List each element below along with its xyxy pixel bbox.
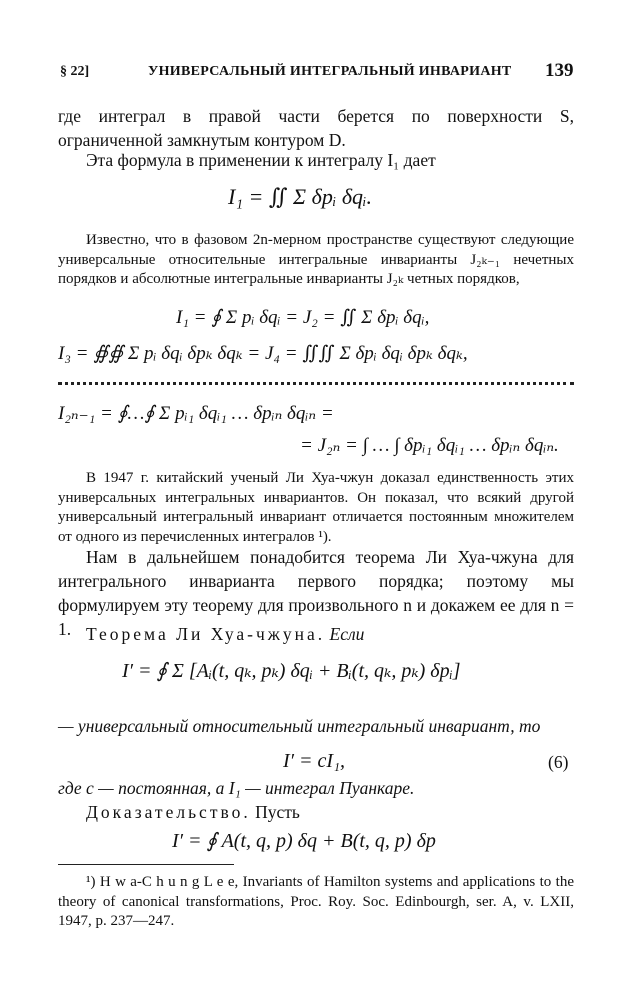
paragraph: Известно, что в фазовом 2n-мерном пространстве существуют следующие универсальные относительные интегральные инварианты J₂ₖ₋₁ нечетных порядков и абсолютные интегральные инварианты J₂ₖ четных порядков, bbox=[58, 232, 574, 287]
proof-heading bbox=[86, 800, 300, 824]
equation: = J₂ₙ = ∫ … ∫ δpᵢ₁ δqᵢ₁ … δpᵢₙ δqᵢₙ. bbox=[300, 435, 559, 456]
footnote-rule bbox=[58, 864, 234, 865]
paragraph: Нам в дальнейшем понадобится теорема Ли Хуа-чжуна для интегрального инварианта первого порядка; поэтому мы формулируем эту теорему для произвольного n и докажем ее для n = 1. bbox=[58, 547, 574, 639]
equation: I′ = ∮ Σ [Aᵢ(t, qₖ, pₖ) δqᵢ + Bᵢ(t, qₖ, pₖ) δpᵢ] bbox=[122, 660, 461, 682]
paragraph: В 1947 г. китайский ученый Ли Хуа-чжун доказал единственность этих универсальных интегральных инвариантов. Он показал, что всякий другой универсальный интегральный инвариант отличается постоянным множителем от одного из перечисленных интегралов ¹). bbox=[58, 470, 574, 545]
equation: I′ = ∮ A(t, q, p) δq + B(t, q, p) δp bbox=[172, 830, 436, 852]
theorem-heading bbox=[86, 622, 364, 646]
equation: I₁ = ∬ Σ δpᵢ δqᵢ. bbox=[228, 184, 373, 209]
proof-label: Доказательство. bbox=[86, 802, 251, 822]
equation: I₂ₙ₋₁ = ∮…∮ Σ pᵢ₁ δqᵢ₁ … δpᵢₙ δqᵢₙ = bbox=[58, 403, 334, 424]
equation: I′ = cI₁, bbox=[283, 750, 346, 772]
equation: I₃ = ∯∯ Σ pᵢ δqᵢ δpₖ δqₖ = J₄ = ∬∬ Σ δpᵢ δqᵢ δpₖ δqₖ, bbox=[58, 343, 468, 364]
footnote: ¹) H w a-C h u n g L e e, Invariants of Hamilton systems and applications to the theory of canonical transformations, Proc. Roy. Soc. Edinbourgh, ser. A, v. LXII, 1947, p. 237—247. bbox=[58, 874, 574, 929]
theorem-if: Если bbox=[329, 624, 365, 644]
theorem-statement: — универсальный относительный интегральный инвариант, то bbox=[58, 716, 541, 736]
theorem-label: Теорема Ли Хуа-чжуна. bbox=[86, 624, 326, 644]
section-number: § 22] bbox=[60, 64, 90, 79]
equation-number: (6) bbox=[548, 752, 569, 772]
page-number: 139 bbox=[545, 60, 574, 81]
running-title: УНИВЕРСАЛЬНЫЙ ИНТЕГРАЛЬНЫЙ ИНВАРИАНТ bbox=[148, 64, 512, 79]
paragraph: где интеграл в правой части берется по поверхности S, ограниченной замкнутым контуром D. bbox=[58, 106, 574, 150]
proof-start: Пусть bbox=[255, 802, 300, 822]
equation: I₁ = ∮ Σ pᵢ δqᵢ = J₂ = ∬ Σ δpᵢ δqᵢ, bbox=[176, 307, 430, 328]
theorem-statement-end: где c — постоянная, а I₁ — интеграл Пуанкаре. bbox=[58, 778, 415, 798]
paragraph: Эта формула в применении к интегралу I₁ дает bbox=[86, 150, 436, 170]
dotted-separator bbox=[58, 382, 574, 385]
